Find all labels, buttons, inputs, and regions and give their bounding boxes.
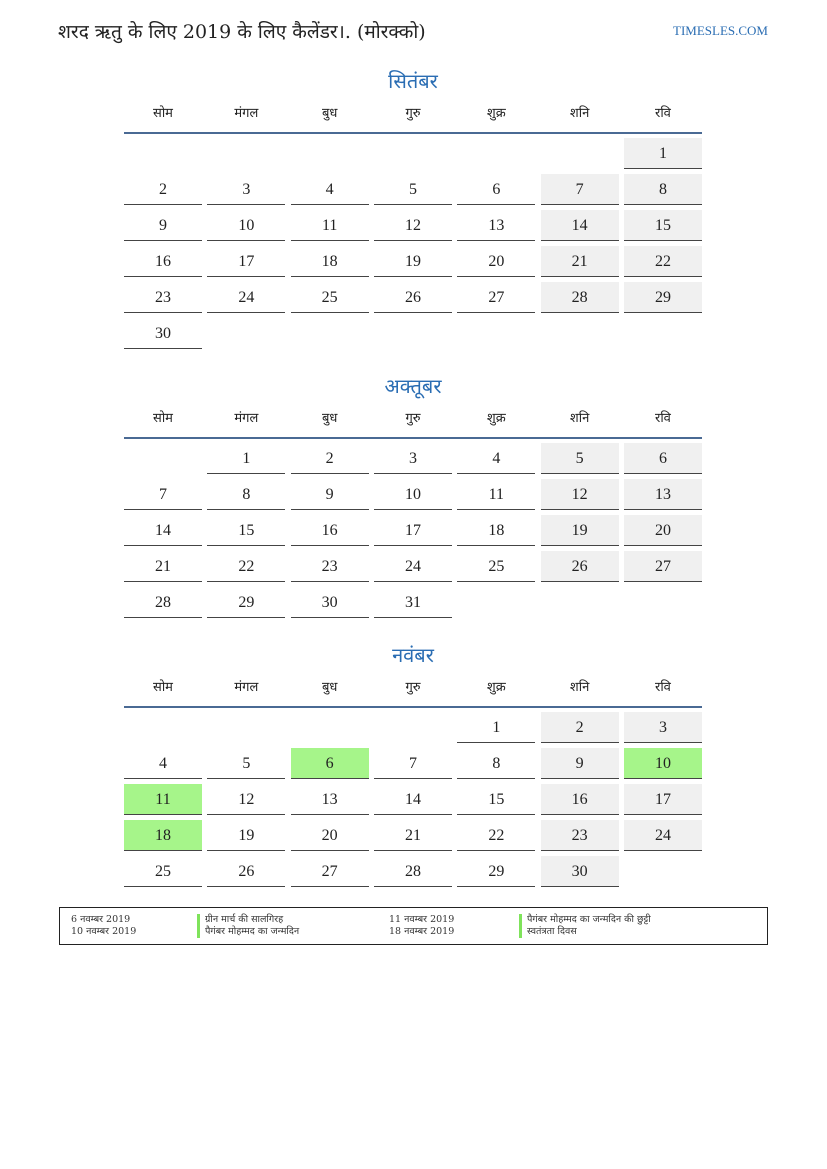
empty-cell xyxy=(374,138,452,169)
weekday-label: रवि xyxy=(655,106,671,121)
site-link[interactable]: TIMESLES.COM xyxy=(673,23,768,38)
day-cell: 20 xyxy=(457,246,535,277)
day-cell: 6 xyxy=(624,443,702,474)
day-cell: 12 xyxy=(541,479,619,510)
weekday-label: शुक्र xyxy=(486,411,506,426)
day-cell: 24 xyxy=(374,551,452,582)
month-september xyxy=(124,66,702,354)
day-cell: 5 xyxy=(374,174,452,205)
day-cell: 14 xyxy=(124,515,202,546)
day-cell: 23 xyxy=(541,820,619,851)
day-grid xyxy=(124,138,702,354)
day-cell: 17 xyxy=(624,784,702,815)
day-cell: 7 xyxy=(124,479,202,510)
day-cell: 25 xyxy=(291,282,369,313)
weekday-label: सोम xyxy=(153,411,173,426)
day-cell: 27 xyxy=(457,282,535,313)
day-cell: 22 xyxy=(624,246,702,277)
day-cell: 18 xyxy=(291,246,369,277)
weekday-label: गुरु xyxy=(405,106,421,121)
day-cell: 3 xyxy=(207,174,285,205)
weekday-label: मंगल xyxy=(234,106,259,121)
day-cell: 3 xyxy=(374,443,452,474)
weekday-label: शनि xyxy=(569,106,590,121)
day-cell: 5 xyxy=(207,748,285,779)
day-cell: 9 xyxy=(124,210,202,241)
day-cell: 4 xyxy=(124,748,202,779)
day-cell: 29 xyxy=(624,282,702,313)
empty-cell xyxy=(124,712,202,743)
day-cell: 22 xyxy=(207,551,285,582)
weekday-label: गुरु xyxy=(405,411,421,426)
weekday-label: रवि xyxy=(655,680,671,695)
day-cell: 26 xyxy=(374,282,452,313)
day-cell: 13 xyxy=(457,210,535,241)
day-cell: 3 xyxy=(624,712,702,743)
empty-cell xyxy=(207,138,285,169)
legend-date: 11 नवम्बर 2019 xyxy=(389,914,455,925)
holiday-day-cell: 11 xyxy=(124,784,202,815)
day-cell: 28 xyxy=(541,282,619,313)
empty-cell xyxy=(291,138,369,169)
weekday-header xyxy=(124,670,702,708)
day-cell: 2 xyxy=(541,712,619,743)
day-cell: 10 xyxy=(374,479,452,510)
day-cell: 30 xyxy=(124,318,202,349)
day-cell: 18 xyxy=(457,515,535,546)
day-cell: 14 xyxy=(541,210,619,241)
day-cell: 7 xyxy=(374,748,452,779)
day-cell: 15 xyxy=(624,210,702,241)
weekday-label: सोम xyxy=(153,680,173,695)
weekday-label: शुक्र xyxy=(486,680,506,695)
day-cell: 24 xyxy=(207,282,285,313)
weekday-header xyxy=(124,401,702,439)
day-cell: 14 xyxy=(374,784,452,815)
day-cell: 26 xyxy=(541,551,619,582)
day-cell: 13 xyxy=(291,784,369,815)
day-cell: 19 xyxy=(541,515,619,546)
holiday-legend xyxy=(59,907,768,945)
day-cell: 25 xyxy=(124,856,202,887)
empty-cell xyxy=(124,138,202,169)
holiday-day-cell: 6 xyxy=(291,748,369,779)
month-november xyxy=(124,640,702,892)
day-cell: 30 xyxy=(541,856,619,887)
weekday-label: शुक्र xyxy=(486,106,506,121)
weekday-label: बुध xyxy=(321,680,338,695)
day-cell: 19 xyxy=(207,820,285,851)
day-cell: 28 xyxy=(374,856,452,887)
empty-cell xyxy=(291,712,369,743)
day-cell: 31 xyxy=(374,587,452,618)
day-cell: 11 xyxy=(457,479,535,510)
day-cell: 24 xyxy=(624,820,702,851)
legend-date: 10 नवम्बर 2019 xyxy=(71,926,137,937)
weekday-label: बुध xyxy=(321,106,338,121)
day-cell: 5 xyxy=(541,443,619,474)
day-cell: 2 xyxy=(291,443,369,474)
day-cell: 17 xyxy=(374,515,452,546)
empty-cell xyxy=(541,138,619,169)
weekday-label: सोम xyxy=(153,106,173,121)
empty-cell xyxy=(207,712,285,743)
day-cell: 25 xyxy=(457,551,535,582)
holiday-day-cell: 18 xyxy=(124,820,202,851)
day-cell: 17 xyxy=(207,246,285,277)
page-title: शरद ऋतु के लिए 2019 के लिए कैलेंडर।. (मोरक्को) xyxy=(58,21,426,43)
empty-cell xyxy=(374,712,452,743)
day-cell: 1 xyxy=(457,712,535,743)
day-cell: 4 xyxy=(457,443,535,474)
day-cell: 16 xyxy=(124,246,202,277)
day-cell: 12 xyxy=(207,784,285,815)
month-title: सितंबर xyxy=(388,69,438,93)
day-cell: 16 xyxy=(291,515,369,546)
weekday-label: शनि xyxy=(569,680,590,695)
weekday-label: मंगल xyxy=(234,411,259,426)
day-grid xyxy=(124,443,702,623)
month-title: अक्तूबर xyxy=(384,374,442,398)
day-cell: 30 xyxy=(291,587,369,618)
day-cell: 26 xyxy=(207,856,285,887)
weekday-label: रवि xyxy=(655,411,671,426)
weekday-label: बुध xyxy=(321,411,338,426)
day-cell: 29 xyxy=(457,856,535,887)
day-cell: 20 xyxy=(291,820,369,851)
day-cell: 9 xyxy=(291,479,369,510)
day-cell: 2 xyxy=(124,174,202,205)
day-cell: 21 xyxy=(374,820,452,851)
day-cell: 23 xyxy=(124,282,202,313)
legend-date: 18 नवम्बर 2019 xyxy=(389,926,455,937)
day-cell: 27 xyxy=(624,551,702,582)
weekday-label: शनि xyxy=(569,411,590,426)
day-cell: 15 xyxy=(207,515,285,546)
legend-holiday-name: पैगंबर मोहम्मद का जन्मदिन xyxy=(197,926,299,938)
legend-date: 6 नवम्बर 2019 xyxy=(71,914,131,925)
day-cell: 20 xyxy=(624,515,702,546)
day-cell: 4 xyxy=(291,174,369,205)
day-cell: 29 xyxy=(207,587,285,618)
weekday-header xyxy=(124,96,702,134)
day-cell: 16 xyxy=(541,784,619,815)
day-cell: 13 xyxy=(624,479,702,510)
day-cell: 11 xyxy=(291,210,369,241)
day-cell: 8 xyxy=(624,174,702,205)
day-cell: 21 xyxy=(541,246,619,277)
day-cell: 1 xyxy=(624,138,702,169)
legend-holiday-name: ग्रीन मार्च की सालगिरह xyxy=(197,914,283,926)
legend-holiday-name: पैगंबर मोहम्मद का जन्मदिन की छुट्टी xyxy=(519,914,651,926)
day-cell: 6 xyxy=(457,174,535,205)
legend-holiday-name: स्वतंत्रता दिवस xyxy=(519,926,577,938)
day-cell: 8 xyxy=(207,479,285,510)
day-cell: 21 xyxy=(124,551,202,582)
day-cell: 9 xyxy=(541,748,619,779)
day-cell: 28 xyxy=(124,587,202,618)
weekday-label: मंगल xyxy=(234,680,259,695)
day-cell: 19 xyxy=(374,246,452,277)
day-cell: 15 xyxy=(457,784,535,815)
day-cell: 12 xyxy=(374,210,452,241)
month-october xyxy=(124,371,702,623)
day-cell: 27 xyxy=(291,856,369,887)
month-title: नवंबर xyxy=(392,643,434,667)
day-cell: 23 xyxy=(291,551,369,582)
empty-cell xyxy=(457,138,535,169)
empty-cell xyxy=(124,443,202,474)
day-cell: 1 xyxy=(207,443,285,474)
day-grid xyxy=(124,712,702,892)
holiday-day-cell: 10 xyxy=(624,748,702,779)
day-cell: 7 xyxy=(541,174,619,205)
day-cell: 8 xyxy=(457,748,535,779)
day-cell: 22 xyxy=(457,820,535,851)
day-cell: 10 xyxy=(207,210,285,241)
weekday-label: गुरु xyxy=(405,680,421,695)
